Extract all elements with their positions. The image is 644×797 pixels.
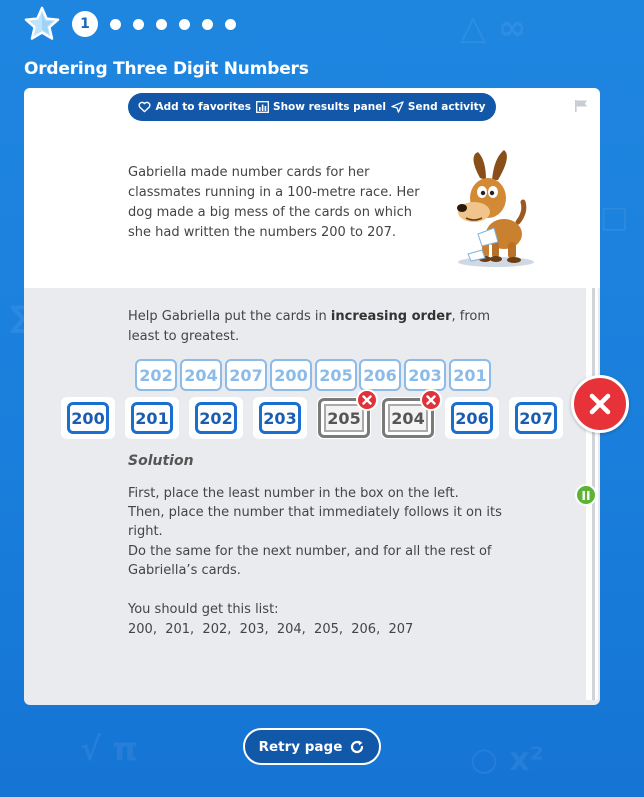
- show-results-panel-label: Show results panel: [273, 101, 386, 113]
- send-icon: [391, 101, 404, 113]
- heart-icon: [138, 101, 151, 113]
- instruction-text: [128, 307, 518, 347]
- add-to-favorites-label: Add to favorites: [155, 101, 252, 113]
- background-doodle: √ π: [80, 730, 138, 768]
- step-current[interactable]: 1: [72, 11, 98, 37]
- instruction-text-start: Help Gabriella put the cards in: [128, 309, 331, 324]
- source-card[interactable]: 205: [315, 359, 357, 391]
- solution-heading: Solution: [128, 453, 194, 469]
- show-results-panel-button[interactable]: [256, 101, 386, 113]
- send-activity-button[interactable]: [391, 101, 486, 113]
- incorrect-mark-icon: [420, 389, 442, 411]
- answer-card[interactable]: 207: [515, 402, 557, 434]
- step-dot[interactable]: [110, 19, 121, 30]
- source-card[interactable]: 203: [404, 359, 446, 391]
- send-activity-label: Send activity: [407, 101, 486, 113]
- source-card[interactable]: 207: [225, 359, 267, 391]
- pause-icon[interactable]: [575, 484, 597, 506]
- answer-card[interactable]: 203: [259, 402, 301, 434]
- refresh-icon: [349, 739, 365, 755]
- solution-step-4: You should get this list:: [128, 602, 279, 617]
- solution-step-2: Then, place the number that immediately follows it on its: [128, 505, 502, 520]
- source-card[interactable]: 201: [449, 359, 491, 391]
- dog-illustration: [438, 150, 548, 270]
- retry-page-label: Retry page: [258, 738, 343, 755]
- background-doodle: □: [600, 200, 629, 235]
- source-card[interactable]: 206: [359, 359, 401, 391]
- intro-text: Gabriella made number cards for her classmates running in a 100-metre race. Her dog made a big mess of the cards on which she had written the numbers 200 to 207.: [128, 165, 420, 240]
- background-doodle: ○ x²: [470, 740, 544, 778]
- step-dot[interactable]: [225, 19, 236, 30]
- add-to-favorites-button[interactable]: [138, 101, 251, 113]
- answer-card[interactable]: 202: [195, 402, 237, 434]
- step-dot[interactable]: [179, 19, 190, 30]
- activity-toolbar: [128, 93, 496, 121]
- source-card[interactable]: 200: [270, 359, 312, 391]
- source-card[interactable]: 204: [180, 359, 222, 391]
- page-title: Ordering Three Digit Numbers: [24, 59, 309, 79]
- source-card[interactable]: 202: [135, 359, 177, 391]
- instruction-text-end: , from least to greatest.: [128, 309, 491, 344]
- bar-chart-icon: [256, 101, 269, 113]
- solution-step-3-continued: Gabriella’s cards.: [128, 563, 241, 578]
- retry-page-button[interactable]: [243, 728, 381, 765]
- step-list: [72, 11, 236, 37]
- answer-card[interactable]: 206: [451, 402, 493, 434]
- step-dot[interactable]: [202, 19, 213, 30]
- incorrect-result-icon[interactable]: [571, 375, 629, 433]
- flag-icon[interactable]: [574, 98, 588, 117]
- answer-card-incorrect[interactable]: 205: [318, 398, 370, 438]
- step-dot[interactable]: [156, 19, 167, 30]
- solution-step-2-continued: right.: [128, 524, 163, 539]
- background-doodle: △ ∞: [460, 8, 527, 48]
- answer-card-incorrect[interactable]: 204: [382, 398, 434, 438]
- solution-answer-list: 200, 201, 202, 203, 204, 205, 206, 207: [128, 622, 414, 637]
- solution-step-3: Do the same for the next number, and for all the rest of: [128, 544, 492, 559]
- background-doodle: ∑: [10, 300, 32, 335]
- star-icon[interactable]: [22, 4, 62, 44]
- step-navigation: [22, 6, 236, 42]
- incorrect-mark-icon: [356, 389, 378, 411]
- answer-card[interactable]: 200: [67, 402, 109, 434]
- answer-card[interactable]: 201: [131, 402, 173, 434]
- solution-step-1: First, place the least number in the box on the left.: [128, 486, 459, 501]
- instruction-emphasis: increasing order: [330, 309, 452, 324]
- step-dot[interactable]: [133, 19, 144, 30]
